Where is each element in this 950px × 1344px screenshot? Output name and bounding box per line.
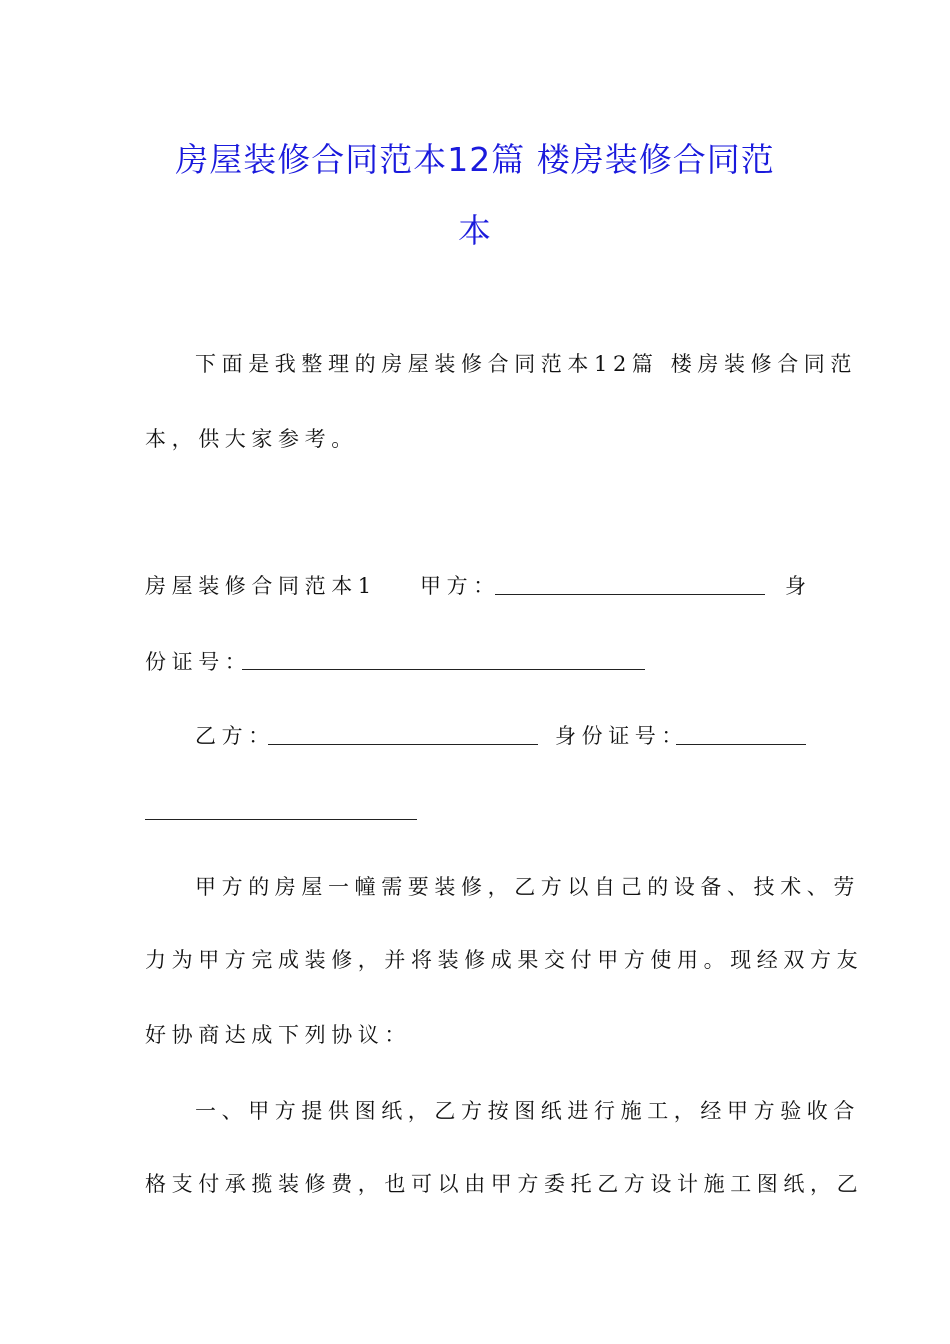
party-b-label: 乙方： bbox=[195, 724, 275, 748]
party-b-blank bbox=[268, 744, 538, 745]
party-b-id-label: 身份证号： bbox=[555, 724, 688, 748]
party-b-id-blank-start bbox=[676, 744, 806, 745]
contract-heading: 房屋装修合同范本1 bbox=[145, 574, 377, 598]
party-a-label: 甲方： bbox=[420, 574, 500, 598]
intro-line-2: 本，供大家参考。 bbox=[145, 427, 358, 451]
paragraph-2-line-1: 一、甲方提供图纸，乙方按图纸进行施工，经甲方验收合 bbox=[195, 1099, 860, 1123]
party-a-id-blank bbox=[242, 669, 645, 670]
party-a-blank bbox=[495, 594, 765, 595]
paragraph-2-line-2: 格支付承揽装修费，也可以由甲方委托乙方设计施工图纸，乙 bbox=[145, 1172, 864, 1196]
paragraph-1-line-1: 甲方的房屋一幢需要装修，乙方以自己的设备、技术、劳 bbox=[195, 875, 860, 899]
intro-line-1: 下面是我整理的房屋装修合同范本12篇 楼房装修合同范 bbox=[195, 352, 857, 376]
paragraph-1-line-2: 力为甲方完成装修，并将装修成果交付甲方使用。现经双方友 bbox=[145, 948, 864, 972]
document-title-line-2: 本 bbox=[458, 211, 492, 250]
document-title-line-1: 房屋装修合同范本12篇 楼房装修合同范 bbox=[175, 140, 775, 179]
paragraph-1-line-3: 好协商达成下列协议： bbox=[145, 1023, 411, 1047]
party-a-id-label-part2: 份证号： bbox=[145, 650, 252, 674]
party-b-id-blank-end bbox=[145, 819, 417, 820]
party-a-id-label-part1: 身 bbox=[785, 574, 812, 598]
